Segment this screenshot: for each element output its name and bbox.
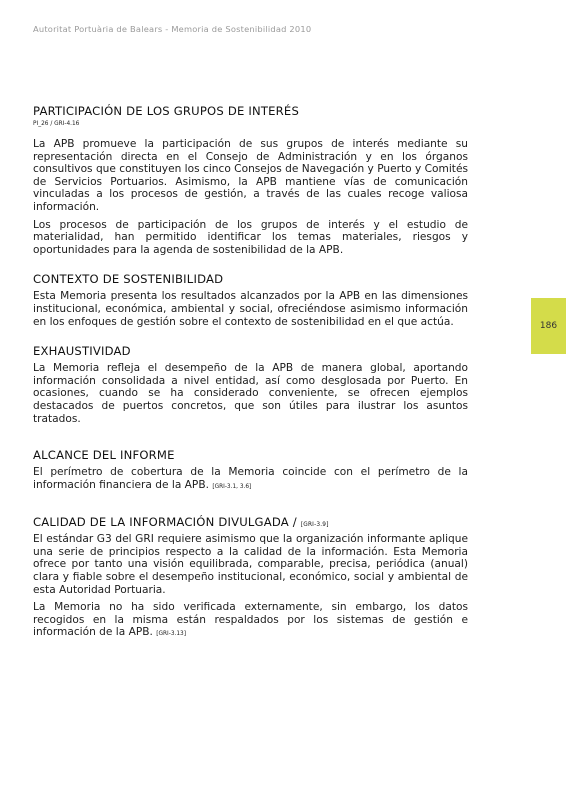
paragraph: La APB promueve la participación de sus grupos de interés mediante su representación directa en el Consejo de Administración y en los órganos consultivos que constituyen los cinco Consejos de Navegación y Puerto y Comités de Servicios Portuarios. Asimismo, la APB mantiene vías de comunicación vinculadas a los procesos de gestión, a través de las cuales recoge valiosa información. xyxy=(33,138,468,213)
paragraph xyxy=(33,466,468,493)
gri-reference: [GRI-3.9] xyxy=(300,522,329,529)
gri-reference: [GRI-3.1, 3.6] xyxy=(212,483,252,490)
section-exhaustividad xyxy=(33,344,468,425)
section-participacion xyxy=(33,104,468,256)
section-title: EXHAUSTIVIDAD xyxy=(33,344,131,359)
paragraph: Los procesos de participación de los grupos de interés y el estudio de materialidad, han permitido identificar los temas materiales, riesgos y oportunidades para la agenda de sostenibilidad de la APB. xyxy=(33,218,468,256)
section-title-wrapper xyxy=(33,515,468,529)
paragraph-text: La Memoria no ha sido verificada externamente, sin embargo, los datos recogidos en la misma están respaldados por los sistemas de gestión e información de la APB. xyxy=(33,601,468,639)
paragraph: La Memoria refleja el desempeño de la APB de manera global, aportando información consolidada a nivel entidad, así como desglosada por Puerto. En ocasiones, cuando se ha considerado conveniente, se ofrecen ejemplos destacados de puertos concretos, que son útiles para ilustrar los asuntos tratados. xyxy=(33,362,468,425)
section-title: ALCANCE DEL INFORME xyxy=(33,448,175,463)
page-number-tab xyxy=(531,298,566,354)
section-alcance xyxy=(33,448,468,493)
section-contexto xyxy=(33,272,468,328)
section-title: CALIDAD DE LA INFORMACIÓN DIVULGADA / xyxy=(33,515,297,530)
paragraph xyxy=(33,601,468,641)
page-number: 186 xyxy=(539,321,558,331)
gri-reference: [GRI-3.13] xyxy=(156,631,187,638)
paragraph-text: El perímetro de cobertura de la Memoria coincide con el perímetro de la información financiera de la APB. xyxy=(33,466,468,491)
section-calidad xyxy=(33,515,468,641)
section-title: CONTEXTO DE SOSTENIBILIDAD xyxy=(33,272,224,287)
paragraph: El estándar G3 del GRI requiere asimismo que la organización informante aplique una serie de principios respecto a la calidad de la información. Esta Memoria ofrece por tanto una visión equilibrada, comparable, precisa, periódica (anual) clara y fiable sobre el desempeño institucional, económico, social y ambiental de esta Autoridad Portuaria. xyxy=(33,533,468,596)
running-header: Autoritat Portuària de Balears - Memoria de Sostenibilidad 2010 xyxy=(33,24,312,34)
paragraph: Esta Memoria presenta los resultados alcanzados por la APB en las dimensiones institucional, económica, ambiental y social, ofreciéndose asimismo información en los enfoques de gestión sobre el contexto de sostenibilidad en el que actúa. xyxy=(33,290,468,328)
gri-reference: PI_26 / GRI-4.16 xyxy=(33,121,80,127)
page-content xyxy=(33,104,468,641)
section-title: PARTICIPACIÓN DE LOS GRUPOS DE INTERÉS xyxy=(33,104,300,118)
